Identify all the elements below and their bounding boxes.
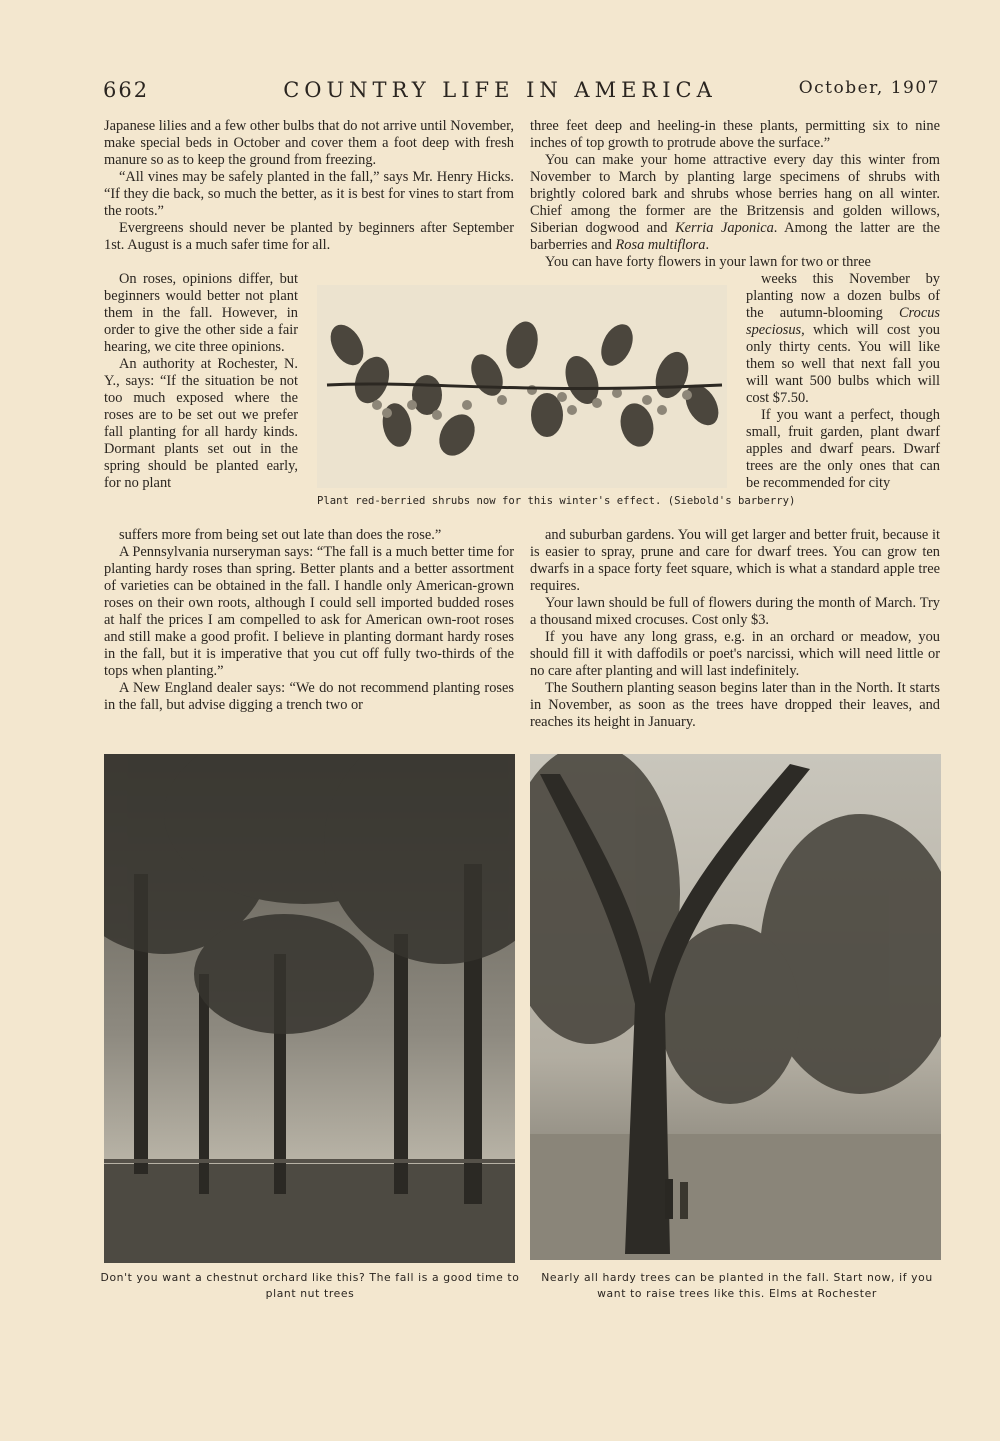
left-wrap-text bbox=[104, 271, 298, 492]
paragraph: You can make your home attractive every day this winter from November to March by planting large specimens of shrubs with brightly colored bark and shrubs whose berries hang on all winter. Chief among the former are the Britzensis and golden willows, Siberian dogwood and Kerria Japonica. Among the latter are the barberries and Rosa multiflora. bbox=[530, 152, 940, 253]
paragraph: If you want a perfect, though small, fruit garden, plant dwarf apples and dwarf pears. Dwarf trees are the only ones that can be recommended for city bbox=[746, 407, 940, 491]
right-bottom-text bbox=[530, 527, 940, 731]
paragraph: and suburban gardens. You will get larger and better fruit, because it is easier to spray, prune and care for dwarf trees. You can grow ten dwarfs in a space forty feet square, which is what a standard apple tree requires. bbox=[530, 527, 940, 594]
paragraph: On roses, opinions differ, but beginners would better not plant them in the fall. However, in order to give the other side a fair hearing, we cite three opinions. bbox=[104, 271, 298, 355]
italic-name: Crocus speciosus bbox=[746, 305, 940, 338]
chestnut-orchard-photo bbox=[104, 754, 515, 1263]
paragraph: An authority at Rochester, N. Y., says: “If the situation be not too much exposed where the roses are to be set out we prefer fall planting for all hardy kinds. Dormant plants set out in the spring should be planted early, for no plant bbox=[104, 356, 298, 491]
paragraph: three feet deep and heeling-in these plants, permitting six to nine inches of top growth to protrude above the surface.” bbox=[530, 118, 940, 151]
right-column bbox=[530, 118, 940, 271]
elms-image bbox=[530, 754, 941, 1260]
magazine-title: COUNTRY LIFE IN AMERICA bbox=[283, 78, 717, 102]
barberry-caption: Plant red-berried shrubs now for this winter's effect. (Siebold's barberry) bbox=[317, 495, 796, 507]
issue-date: October, 1907 bbox=[798, 78, 940, 98]
paragraph: If you have any long grass, e.g. in an orchard or meadow, you should fill it with daffodils or poet's narcissi, which will need little or no care after planting and will last indefinitely. bbox=[530, 629, 940, 679]
barberry-photo bbox=[317, 285, 727, 488]
page-number: 662 bbox=[103, 78, 150, 102]
chestnut-orchard-image bbox=[104, 754, 515, 1263]
paragraph: You can have forty flowers in your lawn for two or three bbox=[545, 254, 871, 270]
italic-name: Kerria Japonica bbox=[675, 220, 774, 236]
chestnut-caption: Don't you want a chestnut orchard like this? The fall is a good time to plant nut trees bbox=[100, 1271, 520, 1300]
barberry-branch-illustration bbox=[317, 285, 727, 488]
paragraph: A Pennsylvania nurseryman says: “The fall is a much better time for planting hardy roses than spring. Better plants and a better assortment of varieties can be obtained in the fall. I handle only American-grown roses on their own roots, although I could sell imported budded roses at half the prices I am compelled to ask for American own-root roses and still make a good profit. I believe in planting dormant hardy roses in the fall, but it is imperative that you cut off fully two-thirds of the tops when planting.” bbox=[104, 544, 514, 679]
paragraph: “All vines may be safely planted in the fall,” says Mr. Henry Hicks. “If they die back, so much the better, as it is best for vines to start from the roots.” bbox=[104, 169, 514, 219]
elms-photo bbox=[530, 754, 941, 1260]
paragraph: The Southern planting season begins later than in the North. It starts in November, as soon as the trees have dropped their leaves, and reaches its height in January. bbox=[530, 680, 940, 730]
right-wrap-text bbox=[746, 271, 940, 492]
paragraph: Japanese lilies and a few other bulbs that do not arrive until November, make special beds in October and cover them a foot deep with fresh manure so as to keep the ground from freezing. bbox=[104, 118, 514, 168]
paragraph: suffers more from being set out late than does the rose.” bbox=[119, 527, 442, 543]
left-column bbox=[104, 118, 514, 254]
left-bottom-text bbox=[104, 527, 514, 714]
paragraph: weeks this November by planting now a dozen bulbs of the autumn-blooming Crocus speciosus, which will cost you only thirty cents. You will like them so well that next fall you will want 500 bulbs which will cost $7.50. bbox=[746, 271, 940, 406]
italic-name: Rosa multiflora bbox=[615, 237, 706, 253]
paragraph: Your lawn should be full of flowers during the month of March. Try a thousand mixed crocuses. Cost only $3. bbox=[530, 595, 940, 628]
paragraph: A New England dealer says: “We do not recommend planting roses in the fall, but advise digging a trench two or bbox=[104, 680, 514, 713]
paragraph: Evergreens should never be planted by beginners after September 1st. August is a much safer time for all. bbox=[104, 220, 514, 253]
elms-caption: Nearly all hardy trees can be planted in the fall. Start now, if you want to raise trees like this. Elms at Rochester bbox=[541, 1271, 933, 1300]
